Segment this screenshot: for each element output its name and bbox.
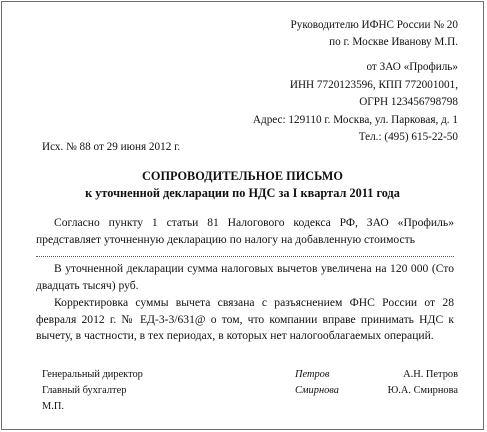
signature-role: Генеральный директор (42, 369, 143, 380)
letter-title: СОПРОВОДИТЕЛЬНОЕ ПИСЬМО (142, 169, 343, 183)
dotted-separator (36, 256, 454, 257)
signature-name: А.Н. Петров (403, 369, 458, 380)
sender-line: ИНН 7720123596, КПП 772001001, (289, 78, 458, 91)
body-paragraph: Согласно пункту 1 статьи 81 Налогового кодекса РФ, ЗАО «Профиль» представляет уточненную декларацию по налогу на добавленную стоимость (36, 216, 454, 246)
stamp-place: М.П. (42, 401, 64, 412)
recipient-line: по г. Москве Иванову М.П. (329, 36, 458, 48)
body-paragraph: В уточненной декларации сумма налоговых вычетов увеличена на 120 000 (Сто двадцать тысяч) руб. (36, 262, 454, 292)
letter-subtitle: к уточненной декларации по НДС за I квартал 2011 года (85, 186, 400, 200)
recipient-block (291, 17, 458, 51)
recipient-line: Руководителю ИФНС России № 20 (290, 19, 458, 31)
sender-line: ОГРН 123456798798 (359, 96, 458, 108)
signature-name: Ю.А. Смирнова (387, 385, 458, 396)
outgoing-reference: Исх. № 88 от 29 июня 2012 г. (42, 141, 181, 153)
signature-role: Главный бухгалтер (42, 385, 127, 396)
sender-line: от ЗАО «Профиль» (366, 61, 458, 73)
signature-handwritten: Петров (295, 369, 330, 380)
sender-line: Адрес: 129110 г. Москва, ул. Парковая, д. 1 (252, 113, 458, 126)
sender-block (253, 59, 458, 147)
signature-handwritten: Смирнова (295, 385, 339, 396)
document-page (1, 1, 484, 430)
body-paragraph: Корректировка суммы вычета связана с разъяснением ФНС России от 28 февраля 2012 г. № ЕД-3-3/631@ о том, что компании вправе принимать НДС к вычету, в частности, в тех периодах, в которых нет налогооблагаемых операций. (36, 296, 454, 342)
sender-line: Тел.: (495) 615-22-50 (358, 131, 458, 143)
